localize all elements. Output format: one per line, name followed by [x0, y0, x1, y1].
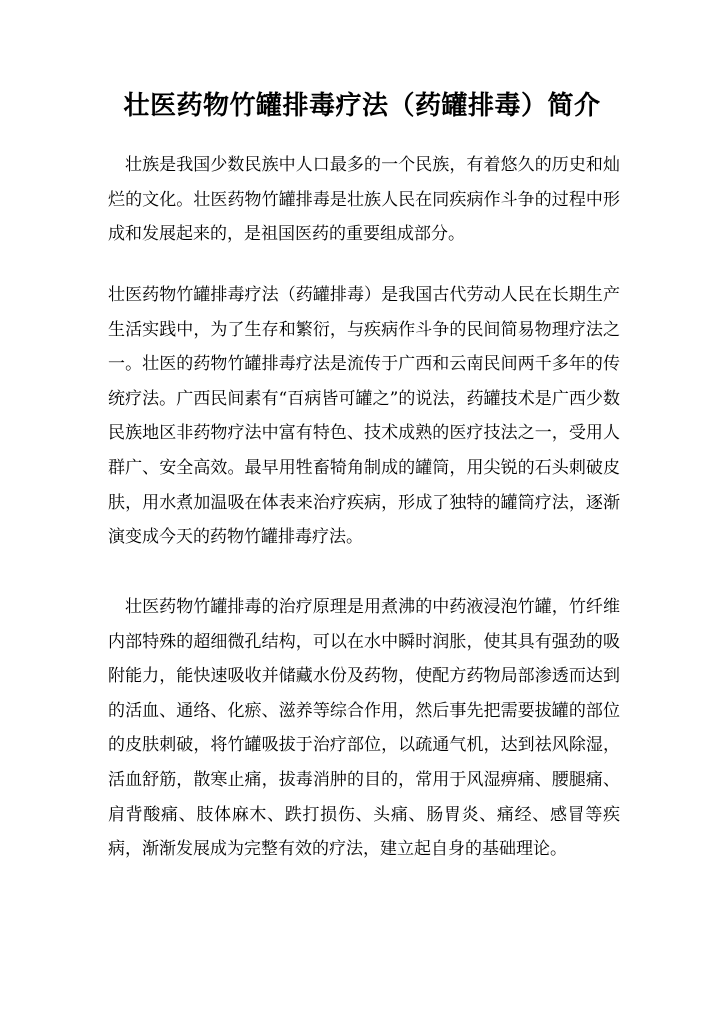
- paragraph-history: 壮医药物竹罐排毒疗法（药罐排毒）是我国古代劳动人民在长期生产生活实践中，为了生存和繁衍，与疾病作斗争的民间简易物理疗法之一。壮医的药物竹罐排毒疗法是流传于广西和云南民间两千多年的传统疗法。广西民间素有“百病皆可罐之”的说法，药罐技术是广西少数民族地区非药物疗法中富有特色、技术成熟的医疗技法之一，受用人群广、安全高效。最早用牲畜犄角制成的罐筒，用尖锐的石头刺破皮肤，用水煮加温吸在体表来治疗疾病，形成了独特的罐筒疗法，逐渐演变成今天的药物竹罐排毒疗法。: [108, 285, 620, 548]
- paragraph-intro: 壮族是我国少数民族中人口最多的一个民族，有着悠久的历史和灿烂的文化。壮医药物竹罐排毒是壮族人民在同疾病作斗争的过程中形成和发展起来的，是祖国医药的重要组成部分。: [108, 155, 620, 245]
- paragraph-principle: 壮医药物竹罐排毒的治疗原理是用煮沸的中药液浸泡竹罐，竹纤维内部特殊的超细微孔结构，可以在水中瞬时润胀，使其具有强劲的吸附能力，能快速吸收并储藏水份及药物，使配方药物局部渗透而达到的活血、通络、化瘀、滋养等综合作用，然后事先把需要拔罐的部位的皮肤刺破，将竹罐吸拔于治疗部位，以疏通气机，达到祛风除湿，活血舒筋，散寒止痛，拔毒消肿的目的，常用于风湿痹痛、腰腿痛、肩背酸痛、肢体麻木、跌打损伤、头痛、肠胃炎、痛经、感冒等疾病，渐渐发展成为完整有效的疗法，建立起自身的基础理论。: [108, 597, 620, 860]
- document-title: 壮医药物竹罐排毒疗法（药罐排毒）简介: [123, 91, 601, 121]
